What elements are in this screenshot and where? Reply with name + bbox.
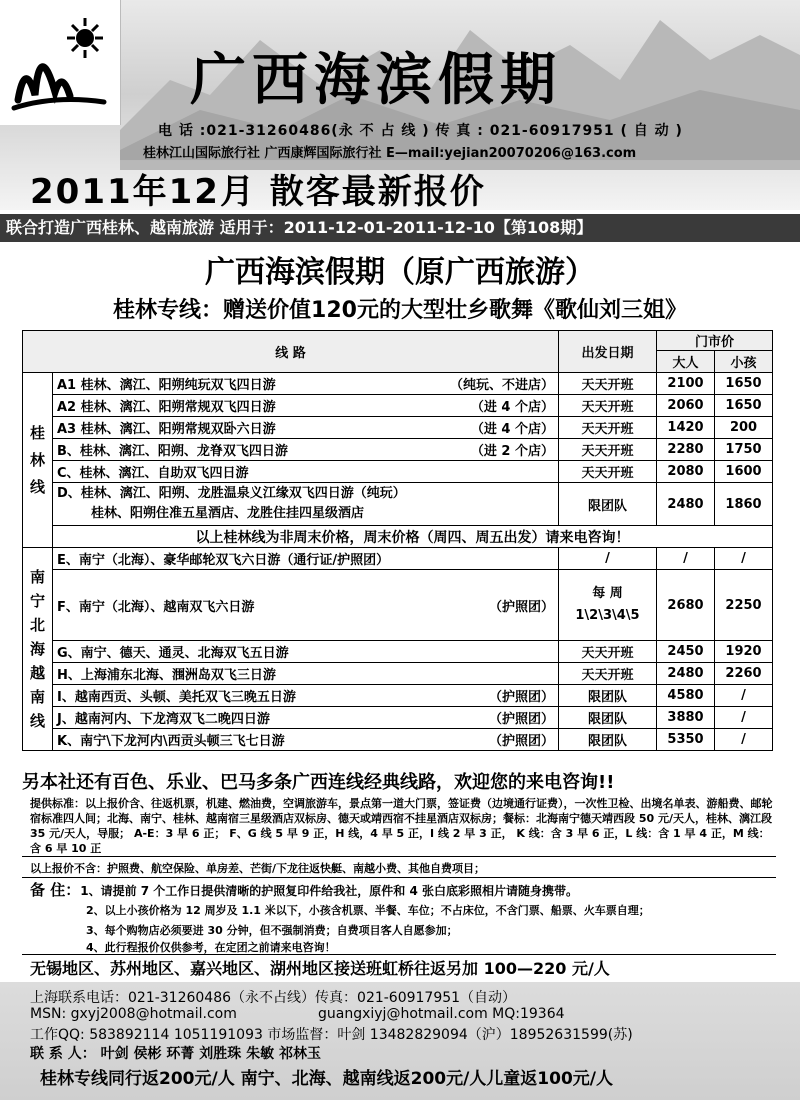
adult-price: 2450 [657,641,715,663]
route-name: A1 桂林、漓江、阳朔纯玩双飞四日游 [57,378,276,393]
route-name: F、南宁（北海）、越南双飞六日游 [57,599,255,615]
adult-price: 2680 [657,570,715,641]
region-guilin: 桂 林 线 [23,373,53,548]
shuttle-note: 无锡地区、苏州地区、嘉兴地区、湖州地区接送班虹桥往返另加 100—220 元/人 [30,959,610,978]
validity-banner: 联合打造广西桂林、越南旅游 适用于：2011-12-01-2011-12-10【第108期】 [0,214,800,242]
adult-price: 3880 [657,707,715,729]
included-standard: 提供标准：以上报价含、往返机票，机建、燃油费，空调旅游车，景点第一道大门票，签证费（边境通行证费），一次性卫检、出境名单表、游船费、邮轮宿标准四人间；北海、南宁、桂林、越南宿三星级酒店双标房、德天或靖西宿不挂星酒店双标房；餐标：北海南宁德天靖西段 50 元/天人，桂林、漓江段 35 元/天人，导服； A-E：3 早 6 正； F、G 线 5 早 9 正，H 线，4 早 5 正，I 线 2 早 3 正， K 线：含 3 早 6 正，L 线：含 1 早 4 正，M 线：含 6 早 10 正 [30,797,773,855]
departure: 限团队 [559,483,657,526]
contact-phone: 电 话 :021-31260486(永 不 占 线 ) 传 真 : 021-60917951 ( 自 动 ) [158,123,683,139]
table-row [23,548,773,570]
table-header-row [23,331,773,351]
child-price: 1750 [715,439,773,461]
route-tag: （护照团） [488,712,554,727]
promo-subheading: 桂林专线：赠送价值120元的大型壮乡歌舞《歌仙刘三姐》 [113,298,687,323]
route-name: B、桂林、漓江、阳朔、龙脊双飞四日游 [57,444,288,459]
remark-2: 2、以上小孩价格为 12 周岁及 1.1 米以下，小孩含机票、半餐、车位；不占床位，不含门票、船票、火车票自理； [86,904,650,917]
excluded-items: 以上报价不含：护照费、航空保险、单房差、芒街/下龙往返快艇、南越小费、其他自费项目； [30,862,486,875]
agency-logo [0,0,121,125]
more-routes-notice: 另本社还有百色、乐业、巴马多条广西连线经典线路，欢迎您的来电咨询!! [22,772,615,793]
child-price: 2260 [715,663,773,685]
child-price: 200 [715,417,773,439]
child-price: 1860 [715,483,773,526]
remarks [30,880,775,955]
departure: 每 周 1\2\3\4\5 [559,570,657,641]
table-row [23,729,773,751]
page-title: 广西海滨假期 [190,47,562,113]
header-child: 小孩 [715,351,773,373]
departure: 天天开班 [559,395,657,417]
adult-price: 5350 [657,729,715,751]
departure: 限团队 [559,685,657,707]
departure: 天天开班 [559,461,657,483]
region-nanning: 南 宁 北 海 越 南 线 [23,548,53,751]
table-row [23,395,773,417]
adult-price: 2100 [657,373,715,395]
departure: 天天开班 [559,641,657,663]
route-name: D、桂林、漓江、阳朔、龙胜温泉义江缘双飞四日游（纯玩） [57,486,406,501]
route-name: E、南宁（北海）、豪华邮轮双飞六日游（通行证/护照团） [57,553,390,568]
msn-contact: MSN: gxyj2008@hotmail.com [30,1006,237,1022]
child-price: 1920 [715,641,773,663]
route-tag: （进 4 个店） [470,400,554,415]
adult-price: 2480 [657,483,715,526]
divider [22,877,776,878]
guilin-note-row [23,526,773,548]
msn-contact-2: guangxiyj@hotmail.com MQ:19364 [318,1006,565,1022]
route-tag: （护照团） [488,599,554,615]
adult-price: 4580 [657,685,715,707]
table-row [23,707,773,729]
header-adult: 大人 [657,351,715,373]
departure: 天天开班 [559,417,657,439]
adult-price: 2080 [657,461,715,483]
guilin-note: 以上桂林线为非周末价格，周末价格（周四、周五出发）请来电咨询！ [53,526,773,548]
remark-1: 1、请提前 7 个工作日提供清晰的护照复印件给我社，原件和 4 张白底彩照相片请随身携带。 [80,884,578,898]
route-name: H、上海浦东北海、涠洲岛双飞三日游 [57,668,276,683]
route-tag: （护照团） [488,734,554,749]
remarks-label: 备 住： [30,881,81,899]
child-price: / [715,685,773,707]
adult-price: 1420 [657,417,715,439]
footer [0,982,800,1100]
divider [22,856,776,857]
departure: 限团队 [559,729,657,751]
adult-price: 2480 [657,663,715,685]
qq-contact: 工作QQ: 583892114 1051191093 市场监督：叶剑 13482829094（沪）18952631599(苏) [30,1027,633,1043]
child-price: 2250 [715,570,773,641]
header-route: 线 路 [23,331,559,373]
table-row [23,641,773,663]
table-row [23,439,773,461]
child-price: 1650 [715,395,773,417]
departure: 天天开班 [559,439,657,461]
departure: 限团队 [559,707,657,729]
child-price: 1600 [715,461,773,483]
adult-price: / [657,548,715,570]
shanghai-contact: 上海联系电话：021-31260486（永不占线）传真：021-60917951（自动） [30,990,517,1006]
route-name: I、越南西贡、头顿、美托双飞三晚五日游 [57,690,296,705]
divider [22,954,776,955]
header-departure: 出发日期 [559,331,657,373]
child-price: 1650 [715,373,773,395]
child-price: / [715,729,773,751]
route-name: K、南宁\下龙河内\西贡头顿三飞七日游 [57,734,285,749]
rebate-info: 桂林专线同行返200元/人 南宁、北海、越南线返200元/人儿童返100元/人 [40,1069,614,1089]
remark-3: 3、每个购物店必须要进 30 分钟，但不强制消费；自费项目客人自愿参加； [86,924,458,937]
child-price: / [715,548,773,570]
header [0,0,800,210]
route-tag: （进 4 个店） [470,422,554,437]
route-tag: （纯玩、不进店） [449,378,554,393]
adult-price: 2280 [657,439,715,461]
departure: / [559,548,657,570]
price-table [22,330,773,751]
departure: 天天开班 [559,373,657,395]
departure: 天天开班 [559,663,657,685]
section-heading: 广西海滨假期（原广西旅游） [205,255,595,290]
remark-4: 4、此行程报价仅供参考，在定团之前请来电咨询！ [86,941,336,954]
contact-persons: 联 系 人： 叶剑 侯彬 环菁 刘胜珠 朱敏 祁林玉 [30,1046,321,1062]
header-gate-price: 门市价 [657,331,773,351]
adult-price: 2060 [657,395,715,417]
route-name: G、南宁、德天、通灵、北海双飞五日游 [57,646,289,661]
route-name: A2 桂林、漓江、阳朔常规双飞四日游 [57,400,276,415]
table-row [23,483,773,526]
table-row [23,373,773,395]
table-row [23,570,773,641]
route-tag: （进 2 个店） [470,444,554,459]
table-row [23,417,773,439]
agency-email: 桂林江山国际旅行社 广西康辉国际旅行社 E—mail:yejian20070206@163.com [143,146,637,161]
route-name: A3 桂林、漓江、阳朔常规双卧六日游 [57,422,276,437]
route-note: 桂林、阳朔住准五星酒店、龙胜住挂四星级酒店 [91,506,365,521]
route-tag: （护照团） [488,690,554,705]
table-row [23,461,773,483]
table-row [23,663,773,685]
price-subtitle: 2011年12月 散客最新报价 [30,172,486,210]
route-name: J、越南河内、下龙湾双飞二晚四日游 [57,712,270,727]
route-name: C、桂林、漓江、自助双飞四日游 [57,466,249,481]
child-price: / [715,707,773,729]
table-row [23,685,773,707]
